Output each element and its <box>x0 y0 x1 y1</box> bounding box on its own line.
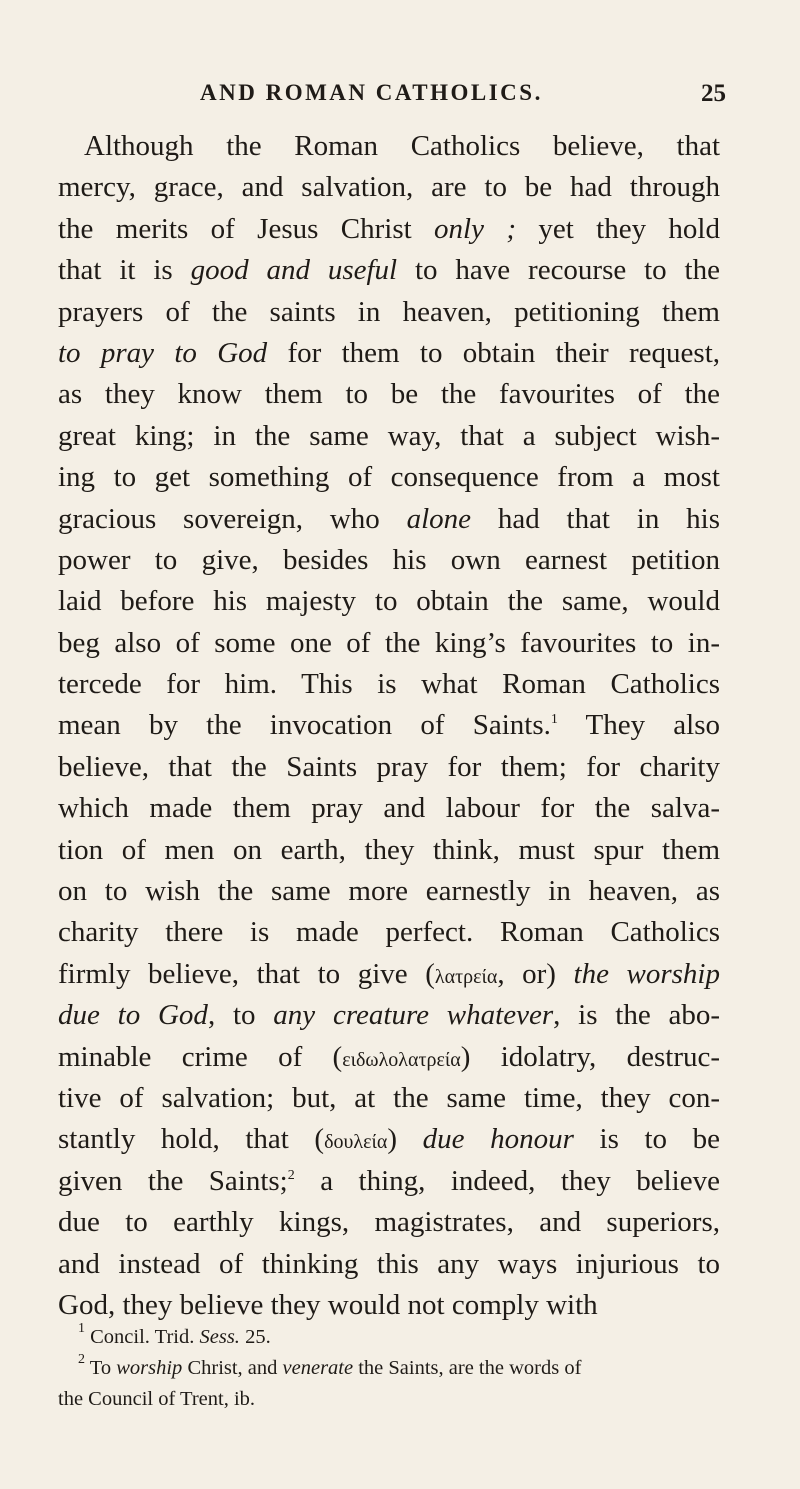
text-line: ing to get something of consequence from a most <box>58 461 720 494</box>
running-head <box>0 80 800 114</box>
text-line: as they know them to be the favourites of the <box>58 378 720 411</box>
text-line: God, they believe they would not comply with <box>58 1288 598 1321</box>
footnote-marker: 1 <box>78 1321 85 1336</box>
text-line: beg also of some one of the king’s favourites to in- <box>58 626 720 659</box>
greek-term: λατρεία <box>434 965 498 988</box>
footnote-line: the Council of Trent, ib. <box>58 1388 256 1410</box>
text-line: gracious sovereign, who alone had that in his <box>58 502 720 535</box>
text-line: mercy, grace, and salvation, are to be had through <box>58 171 720 204</box>
text-line: laid before his majesty to obtain the same, would <box>58 585 720 618</box>
greek-term: δουλεία <box>324 1131 388 1154</box>
text-line: and instead of thinking this any ways injurious to <box>58 1247 720 1280</box>
italic-text: worship <box>116 1357 183 1379</box>
italic-text: good and useful <box>190 254 398 287</box>
text-line: great king; in the same way, that a subject wish- <box>58 419 720 452</box>
text-line: minable crime of (ειδωλολατρεία) idolatry, destruc- <box>58 1040 721 1073</box>
text-line: tercede for him. This is what Roman Catholics <box>58 668 720 701</box>
text-line: prayers of the saints in heaven, petitioning them <box>58 295 720 328</box>
italic-text: due honour <box>422 1123 574 1156</box>
text-line: Although the Roman Catholics believe, that <box>84 130 720 162</box>
footnote-marker: 2 <box>78 1352 85 1367</box>
text-line: which made them pray and labour for the salva- <box>58 792 720 825</box>
italic-text: to pray to God <box>58 336 268 369</box>
text-line: due to earthly kings, magistrates, and superiors, <box>58 1206 720 1239</box>
text-line: mean by the invocation of Saints.$^1$ They also <box>58 709 720 742</box>
text-line: believe, that the Saints pray for them; for charity <box>58 750 720 783</box>
text-line: charity there is made perfect. Roman Catholics <box>58 916 720 949</box>
footnote-line: $^1$ Concil. Trid. Sess. 25. <box>78 1321 271 1348</box>
text-line: stantly hold, that (δουλεία) due honour is to be <box>58 1123 720 1156</box>
text-line: given the Saints;$^2$ a thing, indeed, they believe <box>58 1164 720 1197</box>
page-number: 25 <box>701 80 726 107</box>
text-line: that it is good and useful to have recourse to the <box>58 254 720 287</box>
footnotes <box>58 1322 720 1415</box>
text-line: due to God, to any creature whatever, is the abo- <box>58 999 721 1032</box>
italic-text: due to God <box>58 999 208 1032</box>
text-line: on to wish the same more earnestly in heaven, as <box>58 875 720 908</box>
text-line: to pray to God for them to obtain their request, <box>58 336 721 369</box>
italic-text: any creature whatever <box>273 999 554 1032</box>
text-line: power to give, besides his own earnest petition <box>58 543 720 576</box>
text-line: firmly believe, that to give (λατρεία, or) the worship <box>58 957 720 990</box>
running-title: AND ROMAN CATHOLICS. <box>200 80 543 105</box>
text-line: tion of men on earth, they think, must spur them <box>58 833 720 866</box>
italic-text: only ; <box>434 212 516 245</box>
italic-text: alone <box>406 502 472 535</box>
greek-term: ειδωλολατρεία <box>342 1048 461 1071</box>
italic-text: the worship <box>573 957 720 990</box>
footnote-marker: 1 <box>550 712 558 728</box>
italic-text: venerate <box>282 1357 354 1379</box>
text-line: the merits of Jesus Christ only ; yet they hold <box>58 212 720 245</box>
footnote-line: $^2$ To worship Christ, and venerate the Saints, are the words of <box>78 1352 582 1379</box>
footnote-marker: 2 <box>287 1167 295 1183</box>
text-line: tive of salvation; but, at the same time, they con- <box>58 1081 720 1114</box>
body-text <box>58 126 720 1326</box>
italic-text: Sess. <box>199 1326 240 1348</box>
